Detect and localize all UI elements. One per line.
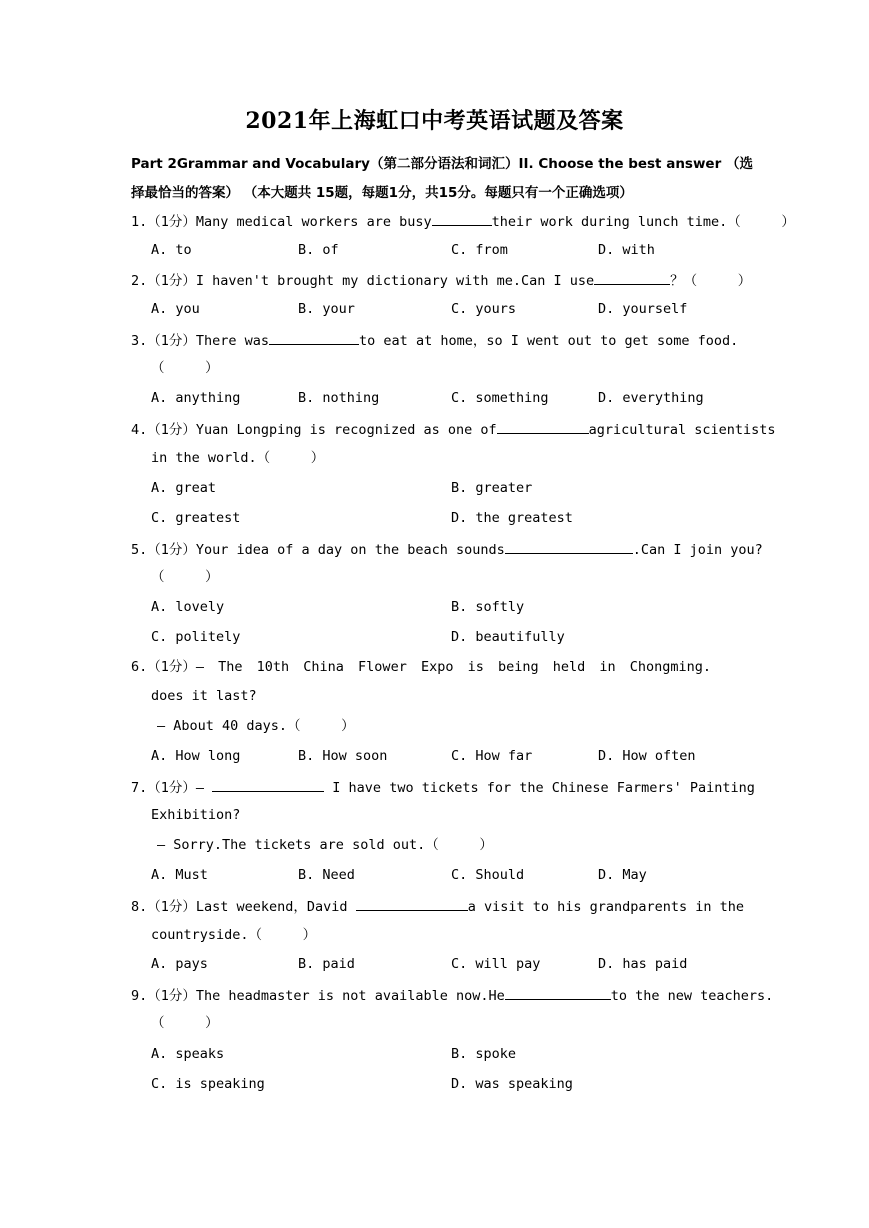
option-b: B. your bbox=[298, 301, 355, 317]
section-header-line2: 择最恰当的答案） （本大题共 15题，每题1分，共15分。每题只有一个正确选项） bbox=[131, 185, 633, 201]
question-7-text-end: I have two tickets for the Chinese Farmers' Painting bbox=[332, 780, 755, 796]
option-b: B. How soon bbox=[298, 748, 388, 764]
option-c: C. yours bbox=[451, 301, 517, 317]
option-a: A. lovely bbox=[151, 599, 225, 615]
option-c: C. from bbox=[451, 242, 508, 258]
option-b: B. greater bbox=[451, 480, 533, 496]
answer-blank bbox=[497, 419, 589, 434]
question-7 bbox=[131, 777, 755, 797]
option-c: C. will pay bbox=[451, 956, 541, 972]
page-title: 2021年上海虹口中考英语试题及答案 bbox=[245, 108, 624, 134]
option-b: B. softly bbox=[451, 599, 525, 615]
question-2-text-end: ？（ ） bbox=[670, 273, 752, 289]
option-c: C. How far bbox=[451, 748, 533, 764]
question-7-line2: Exhibition? bbox=[151, 807, 241, 823]
question-6: 6.（1分）– The 10th China Flower Expo is being held in Chongming. bbox=[131, 659, 712, 675]
answer-blank bbox=[212, 777, 324, 792]
option-c: C. greatest bbox=[151, 510, 241, 526]
option-c: C. Should bbox=[451, 867, 525, 883]
question-5-text-end: .Can I join you? bbox=[632, 542, 763, 558]
question-5-line2: （ ） bbox=[151, 569, 219, 585]
question-4 bbox=[131, 419, 776, 439]
question-8-line2: countryside.（ ） bbox=[151, 927, 317, 943]
question-9-text-end: to the new teachers. bbox=[610, 988, 774, 1004]
option-a: A. to bbox=[151, 242, 192, 258]
option-a: A. How long bbox=[151, 748, 241, 764]
option-b: B. paid bbox=[298, 956, 355, 972]
question-4-line2: in the world.（ ） bbox=[151, 450, 325, 466]
question-3-line2: （ ） bbox=[151, 360, 219, 376]
option-d: D. the greatest bbox=[451, 510, 573, 526]
option-a: A. great bbox=[151, 480, 217, 496]
question-4-text-end: agricultural scientists bbox=[588, 422, 776, 438]
question-7-line3: – Sorry.The tickets are sold out.（ ） bbox=[157, 837, 493, 853]
option-d: D. everything bbox=[598, 390, 704, 406]
question-5 bbox=[131, 539, 763, 559]
option-d: D. with bbox=[598, 242, 655, 258]
question-9-line2: （ ） bbox=[151, 1015, 219, 1031]
question-8 bbox=[131, 896, 745, 916]
answer-blank bbox=[505, 539, 633, 554]
question-1-text: 1.（1分）Many medical workers are busy bbox=[131, 214, 432, 230]
section-header-line1: Part 2Grammar and Vocabulary（第二部分语法和词汇）II. Choose the best answer （选 bbox=[131, 156, 753, 172]
option-d: D. yourself bbox=[598, 301, 688, 317]
option-a: A. Must bbox=[151, 867, 208, 883]
question-1-text-end: their work during lunch time.（ ） bbox=[491, 214, 795, 230]
option-a: A. you bbox=[151, 301, 200, 317]
option-a: A. speaks bbox=[151, 1046, 225, 1062]
question-3-text: 3.（1分）There was bbox=[131, 333, 270, 349]
question-4-text: 4.（1分）Yuan Longping is recognized as one of bbox=[131, 422, 497, 438]
option-c: C. is speaking bbox=[151, 1076, 265, 1092]
option-d: D. has paid bbox=[598, 956, 688, 972]
question-1 bbox=[131, 211, 795, 231]
question-3 bbox=[131, 330, 741, 350]
option-d: D. How often bbox=[598, 748, 696, 764]
question-8-text: 8.（1分）Last weekend，David bbox=[131, 899, 348, 915]
option-b: B. of bbox=[298, 242, 339, 258]
option-d: D. beautifully bbox=[451, 629, 565, 645]
answer-blank bbox=[432, 211, 492, 226]
option-b: B. Need bbox=[298, 867, 355, 883]
question-9 bbox=[131, 985, 774, 1005]
question-2-text: 2.（1分）I haven't brought my dictionary with me.Can I use bbox=[131, 273, 595, 289]
option-d: D. was speaking bbox=[451, 1076, 573, 1092]
answer-blank bbox=[356, 896, 468, 911]
question-8-text-end: a visit to his grandparents in the bbox=[467, 899, 745, 915]
option-a: A. anything bbox=[151, 390, 241, 406]
answer-blank bbox=[594, 270, 670, 285]
question-9-text: 9.（1分）The headmaster is not available now.He bbox=[131, 988, 505, 1004]
option-b: B. nothing bbox=[298, 390, 380, 406]
option-c: C. politely bbox=[151, 629, 241, 645]
question-2 bbox=[131, 270, 752, 290]
option-b: B. spoke bbox=[451, 1046, 517, 1062]
option-c: C. something bbox=[451, 390, 549, 406]
question-6-line3: – About 40 days.（ ） bbox=[157, 718, 355, 734]
question-6-line2: does it last? bbox=[151, 688, 257, 704]
question-5-text: 5.（1分）Your idea of a day on the beach sounds bbox=[131, 542, 505, 558]
answer-blank bbox=[269, 330, 359, 345]
question-3-text-end: to eat at home，so I went out to get some food. bbox=[359, 333, 739, 349]
option-a: A. pays bbox=[151, 956, 208, 972]
question-7-text: 7.（1分）– bbox=[131, 780, 205, 796]
answer-blank bbox=[505, 985, 611, 1000]
option-d: D. May bbox=[598, 867, 647, 883]
